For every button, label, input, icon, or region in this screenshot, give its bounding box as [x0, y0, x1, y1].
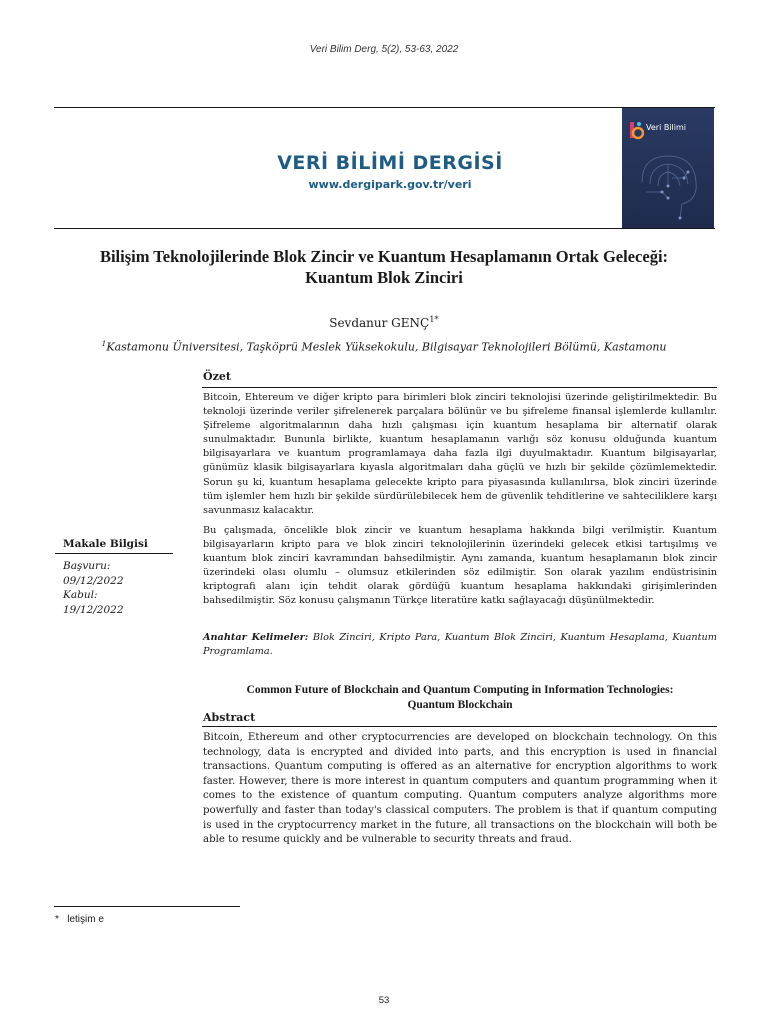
paper-title-line-1: Bilişim Teknolojilerinde Blok Zincir ve Kuantum Hesaplamanın Ortak Geleceği: — [99, 247, 669, 266]
footnote — [55, 914, 104, 925]
keywords-line — [203, 631, 717, 659]
keywords-label: Anahtar Kelimeler: — [203, 632, 309, 643]
submitted-date: 09/12/2022 — [63, 574, 124, 587]
article-info-dates — [63, 559, 124, 617]
affiliation-superscript: 1 — [101, 339, 107, 348]
journal-cover-image — [622, 108, 714, 228]
article-info-heading: Makale Bilgisi — [63, 538, 148, 550]
ozet-paragraph-2: Bu çalışmada, öncelikle blok zincir ve kuantum hesaplama hakkında bilgi verilmiştir. Kuantum bilgisayarların kripto para ve blok zinciri teknolojilerinin üzerindeki gelecek etkisi tartışılmış ve kuantum blok zinciri kavramından bahsedilmiştir. Aynı zamanda, kuantum hesaplamanın blok zincir üzerindeki olası olumlu – olumsuz etkilerinden söz edilmiştir. Son olarak yazılım endüstrisinin kriptografi alanı için tehdit olarak gördüğü kuantum hesaplama hakkındaki girişimlerinden bahsedilmiştir. Söz konusu çalışmanın Türkçe literatüre katkı sağlayacağı düşünülmektedir. — [203, 525, 717, 607]
author-superscript: 1* — [429, 314, 439, 324]
footnote-mark: * — [55, 914, 59, 925]
english-title-line-2: Quantum Blockchain — [407, 699, 513, 711]
header-bottom-rule — [54, 228, 715, 229]
journal-brand-title: VERİ BİLİMİ DERGİSİ — [277, 152, 503, 174]
english-title-line-1: Common Future of Blockchain and Quantum Computing in Information Technologies: — [246, 684, 674, 696]
author-name: Sevdanur GENÇ — [329, 316, 430, 330]
accepted-date: 19/12/2022 — [63, 603, 124, 616]
article-info-rule — [55, 553, 173, 554]
abstract-heading-rule — [202, 726, 717, 727]
english-title — [203, 683, 717, 713]
submitted-label: Başvuru: — [63, 560, 111, 572]
ozet-paragraph-1: Bitcoin, Ehtereum ve diğer kripto para birimleri blok zinciri teknolojisi üzerinde geliştirilmektedir. Bu teknoloji üzerinde veriler şifrelenerek parçalara bölünür ve bu şifreleme finansal işlemlerde kullanılır. Şifreleme algoritmalarının daha hızlı çalışması için kuantum hesaplama bir alternatif olarak sunulmaktadır. Bununla birlikte, kuantum hesaplamanın varlığı söz konusu olduğunda kuantum bilgisayarlara ve kuantum programlamaya daha fazla ilgi duyulmaktadır. Kuantum bilgisayarlar, günümüz klasik bilgisayarlara kıyasla algoritmaları daha güçlü ve hızlı bir şekilde çözümlemektedir. Sorun şu ki, kuantum hesaplama gelecekte kripto para piyasasında kullanılırsa, blok zinciri üzerinde tüm işlemler hem hızlı bir şekilde sürdürülebilecek hem de güvenlik tehditlerine ve sahteciliklere karşı savunmasız kalacaktır. — [203, 392, 717, 516]
affiliation-text: Kastamonu Üniversitesi, Taşköprü Meslek Yüksekokulu, Bilgisayar Teknolojileri Bölümü, Kastamonu — [106, 340, 667, 354]
page-number: 53 — [378, 995, 390, 1006]
abstract-paragraph: Bitcoin, Ethereum and other cryptocurrencies are developed on blockchain technology. On this technology, data is encrypted and divided into parts, and this encryption is used in financial transactions. Quantum computing is offered as an alternative for encryption algorithms to work faster. However, there is more interest in quantum computers and quantum programming when it comes to the existence of quantum computing. Quantum computers analyze algorithms more powerfully and faster than today's classical computers. The problem is that if quantum computing is used in the cryptocurrency market in the future, all transactions on the blockchain will both be able to resume quickly and be vulnerable to security threats and fraud. — [203, 732, 717, 846]
journal-url[interactable]: www.dergipark.gov.tr/veri — [308, 178, 472, 191]
journal-reference: Veri Bilim Derg, 5(2), 53-63, 2022 — [309, 44, 459, 55]
ozet-heading: Özet — [203, 370, 231, 383]
cover-journal-name: Veri Bilimi — [646, 123, 686, 132]
footnote-rule — [54, 906, 240, 907]
footnote-text: letişim e — [67, 914, 104, 925]
accepted-label: Kabul: — [63, 589, 98, 601]
paper-title-line-2: Kuantum Blok Zinciri — [305, 268, 463, 287]
header-top-rule — [54, 107, 715, 108]
brain-circuit-icon — [622, 142, 714, 228]
author-line — [0, 314, 768, 330]
keywords-text: Blok Zinciri, Kripto Para, Kuantum Blok Zinciri, Kuantum Hesaplama, Kuantum Programlama. — [203, 632, 717, 658]
affiliation-line — [0, 339, 768, 354]
journal-logo-icon — [628, 120, 644, 140]
abstract-heading: Abstract — [203, 711, 256, 724]
ozet-heading-rule — [202, 387, 717, 388]
paper-title — [40, 246, 728, 288]
